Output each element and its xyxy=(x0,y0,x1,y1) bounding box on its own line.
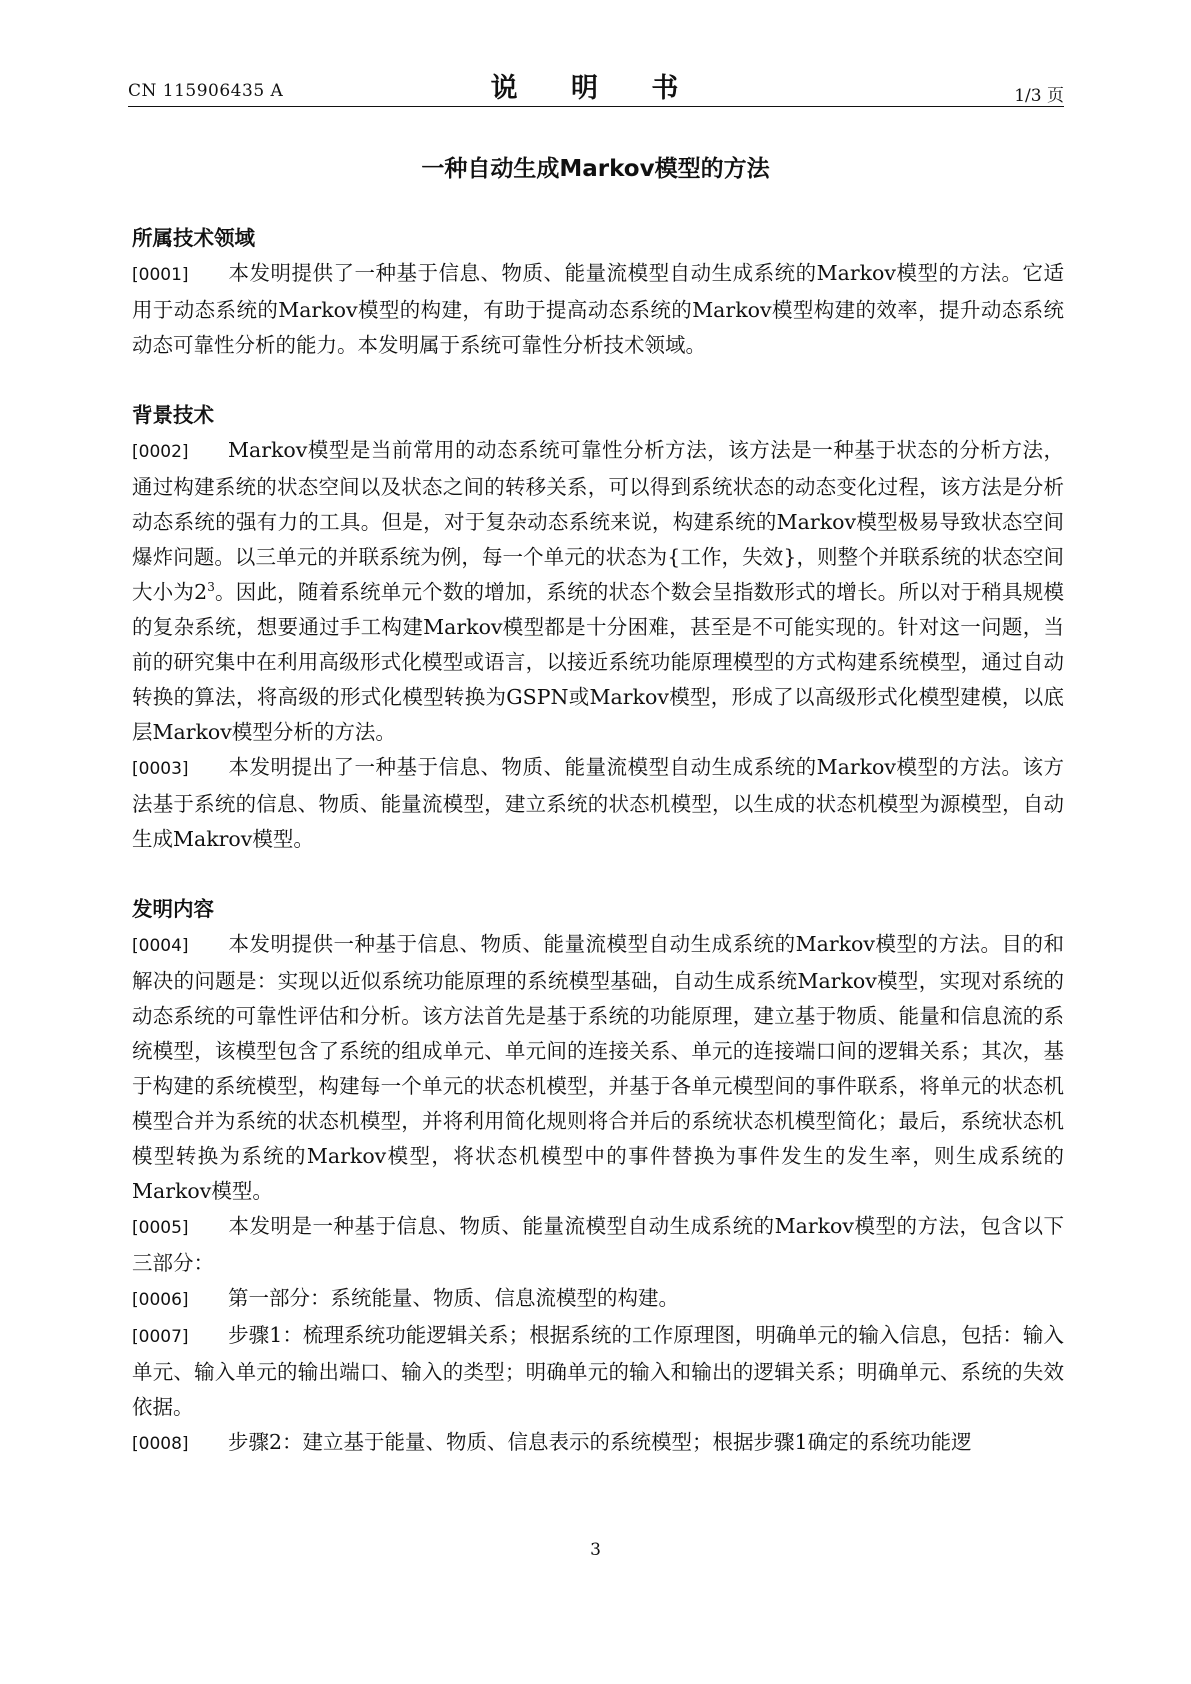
paragraph-number: [0007] xyxy=(132,1327,189,1347)
paragraph-0004 xyxy=(132,927,1064,1209)
paragraph-0005 xyxy=(132,1209,1064,1281)
paragraph-text: 步骤2：建立基于能量、物质、信息表示的系统模型；根据步骤1确定的系统功能逻 xyxy=(228,1430,972,1454)
section-heading-content: 发明内容 xyxy=(132,897,214,921)
paragraph-text: 本发明是一种基于信息、物质、能量流模型自动生成系统的Markov模型的方法，包含以下三部分： xyxy=(132,1214,1064,1275)
section-heading-background: 背景技术 xyxy=(132,403,214,427)
paragraph-text: Markov模型是当前常用的动态系统可靠性分析方法，该方法是一种基于状态的分析方法，通过构建系统的状态空间以及状态之间的转移关系，可以得到系统状态的动态变化过程，该方法是分析动态系统的强有力的工具。但是，对于复杂动态系统来说，构建系统的Markov模型极易导致状态空间爆炸问题。以三单元的并联系统为例，每一个单元的状态为{工作，失效}，则整个并联系统的状态空间大小为2 xyxy=(132,438,1064,604)
document-body xyxy=(132,221,1064,1462)
paragraph-0006 xyxy=(132,1281,1064,1318)
header-rule xyxy=(128,106,1064,107)
paragraph-0008 xyxy=(132,1425,1064,1462)
page-number: 3 xyxy=(590,1540,601,1560)
paragraph-number: [0008] xyxy=(132,1434,189,1454)
paragraph-number: [0004] xyxy=(132,936,189,956)
paragraph-0002 xyxy=(132,433,1064,750)
section-heading-field: 所属技术领域 xyxy=(132,226,255,250)
paragraph-number: [0005] xyxy=(132,1218,189,1238)
paragraph-number: [0002] xyxy=(132,442,189,462)
paragraph-0007 xyxy=(132,1318,1064,1425)
paragraph-text: 第一部分：系统能量、物质、信息流模型的构建。 xyxy=(228,1286,679,1310)
superscript-exponent: 3 xyxy=(207,580,215,595)
paragraph-text-continued: 。因此，随着系统单元个数的增加，系统的状态个数会呈指数形式的增长。所以对于稍具规模的复杂系统，想要通过手工构建Markov模型都是十分困难，甚至是不可能实现的。针对这一问题，当前的研究集中在利用高级形式化模型或语言，以接近系统功能原理模型的方式构建系统模型，通过自动转换的算法，将高级的形式化模型转换为GSPN或Markov模型，形成了以高级形式化模型建模，以底层Markov模型分析的方法。 xyxy=(132,580,1065,744)
document-title: 一种自动生成Markov模型的方法 xyxy=(421,156,770,182)
paragraph-number: [0001] xyxy=(132,265,189,285)
paragraph-0003 xyxy=(132,750,1064,857)
paragraph-text: 本发明提出了一种基于信息、物质、能量流模型自动生成系统的Markov模型的方法。该方法基于系统的信息、物质、能量流模型，建立系统的状态机模型，以生成的状态机模型为源模型，自动生成Makrov模型。 xyxy=(132,755,1064,851)
paragraph-number: [0006] xyxy=(132,1290,189,1310)
paragraph-text: 本发明提供一种基于信息、物质、能量流模型自动生成系统的Markov模型的方法。目的和解决的问题是：实现以近似系统功能原理的系统模型基础，自动生成系统Markov模型，实现对系统的动态系统的可靠性评估和分析。该方法首先是基于系统的功能原理，建立基于物质、能量和信息流的系统模型，该模型包含了系统的组成单元、单元间的连接关系、单元的连接端口间的逻辑关系；其次，基于构建的系统模型，构建每一个单元的状态机模型，并基于各单元模型间的事件联系，将单元的状态机模型合并为系统的状态机模型，并将利用简化规则将合并后的系统状态机模型简化；最后，系统状态机模型转换为系统的Markov模型，将状态机模型中的事件替换为事件发生的发生率，则生成系统的Markov模型。 xyxy=(132,932,1064,1203)
paragraph-text: 本发明提供了一种基于信息、物质、能量流模型自动生成系统的Markov模型的方法。它适用于动态系统的Markov模型的构建，有助于提高动态系统的Markov模型构建的效率，提升动态系统动态可靠性分析的能力。本发明属于系统可靠性分析技术领域。 xyxy=(132,261,1064,357)
document-type: 说 明 书 xyxy=(490,73,701,104)
paragraph-0001 xyxy=(132,256,1064,363)
paragraph-text: 步骤1：梳理系统功能逻辑关系；根据系统的工作原理图，明确单元的输入信息，包括：输入单元、输入单元的输出端口、输入的类型；明确单元的输入和输出的逻辑关系；明确单元、系统的失效依据。 xyxy=(132,1323,1064,1419)
paragraph-number: [0003] xyxy=(132,759,189,779)
publication-number: CN 115906435 A xyxy=(128,81,284,101)
page-indicator: 1/3 页 xyxy=(1014,86,1064,106)
